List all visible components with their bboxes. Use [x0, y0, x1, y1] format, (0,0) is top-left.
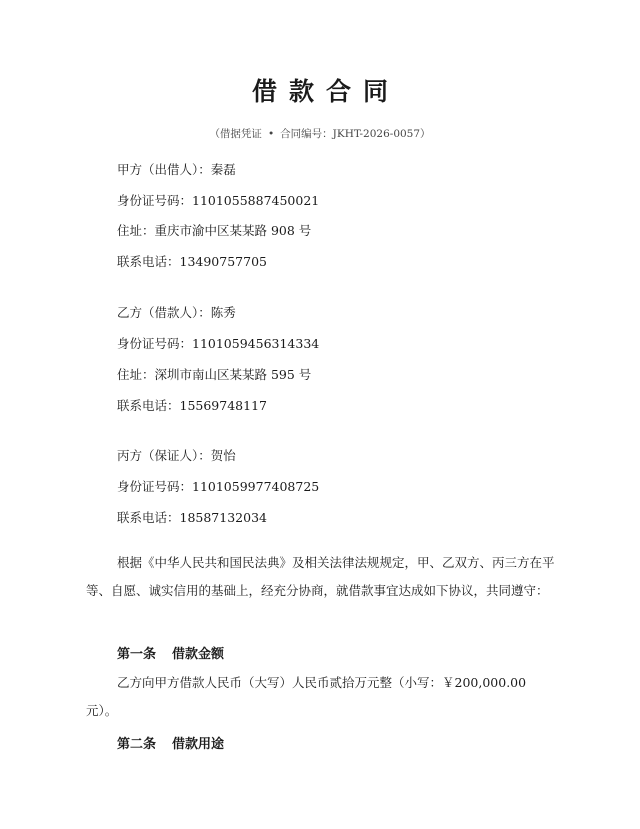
subtitle-voucher: （借据凭证: [209, 128, 262, 140]
party-b-address: 住址：深圳市南山区某某路 595 号: [117, 367, 312, 382]
subtitle-separator: •: [267, 128, 275, 140]
article-1-body: [86, 669, 556, 725]
article-2-title: 借款用途: [172, 737, 225, 752]
party-b-phone: 联系电话：15569748117: [117, 398, 267, 413]
party-a-phone: 联系电话：13490757705: [117, 254, 267, 269]
document-title: 借款合同: [251, 77, 400, 106]
article-2-heading: [117, 733, 224, 752]
article-2-number: 第二条: [117, 737, 157, 752]
party-c-id: 身份证号码：1101059977408725: [117, 479, 320, 494]
document-subtitle: [0, 126, 640, 141]
subtitle-contract-number: 合同编号：JKHT-2026-0057）: [280, 128, 431, 140]
preamble-text: 根据《中华人民共和国民法典》及相关法律法规规定，甲、乙双方、丙三方在平等、自愿、诚实信用的基础上，经充分协商，就借款事宜达成如下协议，共同遵守：: [86, 555, 555, 598]
article-1-number: 第一条: [117, 647, 157, 662]
article-1-title: 借款金额: [172, 647, 225, 662]
party-c-name: 丙方（保证人）：贺怡: [117, 448, 236, 463]
article-1-heading: [117, 643, 224, 662]
party-c-phone: 联系电话：18587132034: [117, 510, 267, 525]
party-a-address: 住址：重庆市渝中区某某路 908 号: [117, 223, 312, 238]
party-b-name: 乙方（借款人）：陈秀: [117, 305, 236, 320]
party-a-name: 甲方（出借人）：秦磊: [117, 162, 236, 177]
article-1-text: 乙方向甲方借款人民币（大写）人民币贰拾万元整（小写：￥200,000.00元）。: [86, 675, 527, 718]
party-b-id: 身份证号码：1101059456314334: [117, 336, 320, 351]
preamble-paragraph: [86, 549, 556, 605]
party-a-id: 身份证号码：1101055887450021: [117, 193, 320, 208]
